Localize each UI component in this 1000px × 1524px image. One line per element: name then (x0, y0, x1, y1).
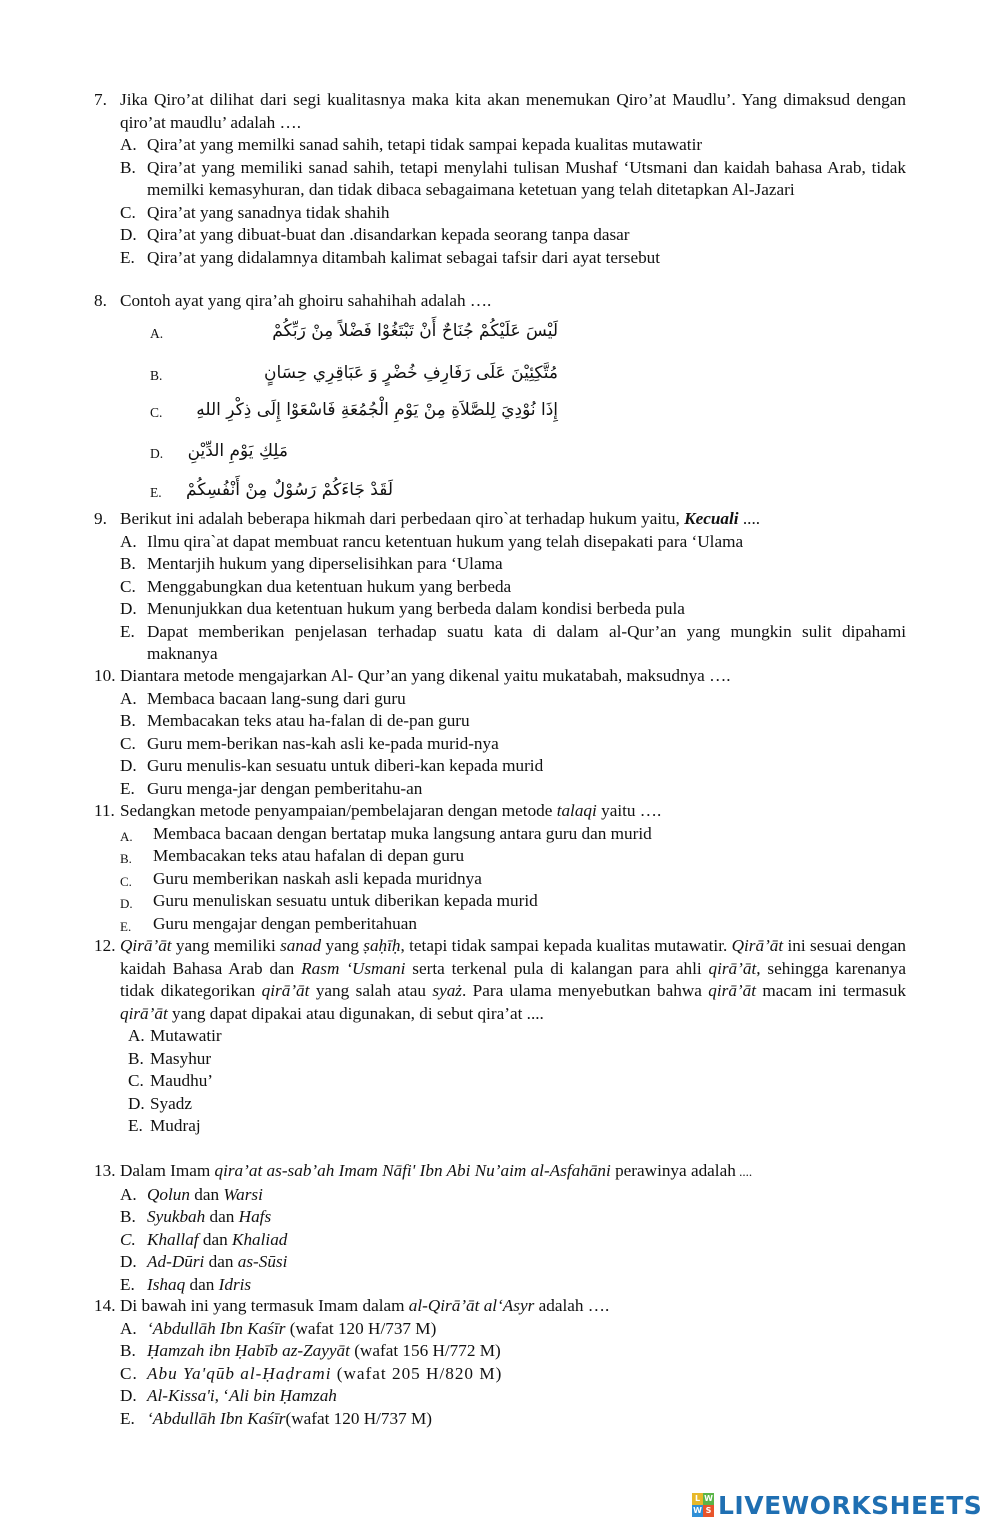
question-number: 11. (94, 801, 115, 820)
question-text (120, 800, 906, 823)
option-letter: B. (120, 1341, 136, 1360)
option-letter: E. (120, 918, 132, 934)
question-emphasis: talaqi (556, 801, 597, 820)
arabic-verse: لَقَدْ جَاءَكُمْ رَسُوْلٌ مِنْ أَنْفُسِكُمْ (186, 480, 393, 500)
option-letter: A. (150, 326, 164, 341)
option-letter: A. (120, 531, 137, 551)
option-c[interactable] (128, 1070, 906, 1093)
options-list (120, 531, 906, 666)
option-a[interactable] (120, 531, 906, 554)
option-text: Guru menulis-kan sesuatu untuk diberi-kan kepada murid (147, 756, 544, 775)
options-list (120, 134, 906, 269)
question-text-part: Sedangkan metode penyampaian/pembelajaran dengan metode (120, 801, 557, 820)
option-letter: C. (120, 1363, 138, 1383)
detail: (wafat 120 H/737 M) (285, 1318, 437, 1338)
arabic-verse: إِذَا نُوْدِيَ لِلصَّلاَةِ مِنْ يَوْمِ الْجُمُعَةِ فَاسْعَوْا إِلَى ذِكْرِ اللهِ (196, 400, 558, 420)
option-b[interactable] (120, 710, 906, 733)
option-letter: C. (150, 405, 163, 420)
question-text (120, 1160, 906, 1184)
option-e[interactable] (120, 1408, 906, 1431)
option-text: Guru mem-berikan nas-kah asli ke-pada murid-nya (147, 733, 499, 753)
question-text (120, 935, 906, 1025)
option-text: Membaca bacaan dengan bertatap muka langsung antara guru dan murid (153, 823, 652, 843)
option-text: Guru mengajar dengan pemberitahuan (153, 913, 417, 933)
option-b[interactable] (120, 845, 906, 868)
options-list (120, 1025, 906, 1138)
name: Khallaf (147, 1229, 199, 1249)
options-list (120, 1184, 906, 1297)
detail: (wafat 205 H/820 M) (331, 1363, 503, 1383)
option-letter: D. (128, 1093, 145, 1113)
logo-tile: L (692, 1493, 703, 1505)
option-letter: A. (120, 1318, 137, 1338)
option-text: Guru menga-jar dengan pemberitahu-an (147, 778, 423, 798)
question-number: 8. (94, 291, 107, 310)
text-part: serta terkenal pula di kalangan para ahli (405, 958, 709, 978)
question-number: 12. (94, 936, 116, 955)
detail: , ‘ (214, 1386, 229, 1405)
liveworksheets-logo[interactable] (692, 1490, 982, 1520)
text-part: , sehingga karenanya tidak dikategorikan (120, 958, 906, 1000)
option-c[interactable] (120, 576, 906, 599)
name: Ad-Dūri (147, 1252, 205, 1271)
question-text-part: .... (738, 509, 761, 528)
option-letter: E. (120, 1408, 135, 1428)
option-text: Qira’at yang memilki sanad sahih, tetapi tidak sampai kepada kualitas mutawatir (147, 135, 703, 154)
option-d[interactable] (128, 1093, 906, 1116)
text-part: yang dapat dipakai atau digunakan, di sebut qira’at .... (167, 1003, 544, 1023)
question-text (120, 508, 906, 531)
name: Warsi (223, 1184, 263, 1204)
term: qirā’āt (708, 981, 757, 1000)
option-c[interactable] (120, 868, 906, 891)
detail: (wafat 156 H/772 M) (349, 1341, 501, 1360)
option-letter: E. (128, 1116, 143, 1135)
name: Hafs (238, 1207, 272, 1226)
option-letter: C. (120, 576, 136, 596)
term: qirā’āt (120, 1003, 168, 1023)
option-b[interactable] (120, 1340, 906, 1363)
term: ṣaḥīḥ (363, 936, 401, 955)
option-a[interactable] (120, 1184, 906, 1207)
option-e[interactable] (120, 1274, 906, 1297)
option-d[interactable] (120, 755, 906, 778)
name: as-Sūsi (237, 1252, 288, 1271)
term: qirā’āt (708, 958, 757, 978)
option-text: Qira’at yang dibuat-buat dan .disandarkan kepada seorang tanpa dasar (147, 225, 630, 244)
detail: (wafat 120 H/737 M) (285, 1408, 433, 1428)
options-list (120, 688, 906, 801)
question-12 (94, 935, 906, 1138)
question-number: 13. (94, 1161, 116, 1180)
option-text: Membacakan teks atau ha-falan di de-pan guru (147, 711, 470, 730)
option-letter: C. (128, 1071, 144, 1090)
question-emphasis: Kecuali (684, 509, 739, 528)
option-a[interactable] (120, 823, 906, 846)
conjunction: dan (204, 1252, 238, 1271)
option-a[interactable] (128, 1025, 906, 1048)
option-text: Syadz (150, 1093, 193, 1113)
conjunction: dan (185, 1274, 219, 1294)
term: Qirā’āt (731, 936, 784, 955)
text-part: yang (321, 936, 364, 955)
option-letter: B. (120, 711, 136, 730)
option-text: Mutawatir (150, 1026, 222, 1045)
conjunction: dan (198, 1229, 232, 1249)
name: Khaliad (232, 1229, 288, 1249)
term: qirā’āt (261, 981, 310, 1000)
text-part: adalah …. (534, 1296, 610, 1315)
option-a[interactable] (120, 134, 906, 157)
question-14 (94, 1295, 906, 1430)
question-7 (94, 89, 906, 269)
name: ‘Abdullāh Ibn Kaśīr (147, 1408, 286, 1428)
option-a[interactable] (120, 688, 906, 711)
option-d[interactable] (120, 1251, 906, 1274)
option-letter: B. (120, 157, 136, 177)
option-letter: D. (120, 1386, 137, 1405)
term: Rasm ‘Usmani (301, 958, 406, 978)
option-letter: D. (120, 896, 133, 911)
name: Ishaq (147, 1274, 186, 1294)
option-e[interactable] (120, 778, 906, 801)
option-letter: C. (120, 202, 136, 222)
term: Qirā’āt (120, 936, 172, 955)
option-letter: B. (150, 368, 163, 383)
question-10 (94, 665, 906, 800)
option-letter: C. (120, 1229, 136, 1249)
option-text: Qira’at yang memiliki sanad sahih, tetapi menylahi tulisan Mushaf ‘Utsmani dan kaidah bahasa Arab, tidak memilki kemasyhuran, dan tidak dibaca sebagaimana ketetuan yang telah ditetapkan Al-Jazari (147, 157, 906, 199)
option-letter: D. (120, 1252, 137, 1271)
question-text-part: Berikut ini adalah beberapa hikmah dari perbedaan qiro`at terhadap hukum yaitu, (120, 509, 685, 528)
option-c[interactable] (120, 1363, 906, 1386)
arabic-verse: مَلِكِ يَوْمِ الدِّيْنِ (187, 441, 288, 461)
option-letter: E. (150, 485, 162, 500)
logo-tile: S (703, 1505, 714, 1517)
option-letter: E. (120, 621, 135, 641)
option-text: Qira’at yang sanadnya tidak shahih (147, 202, 390, 222)
option-letter: E. (120, 247, 135, 267)
option-text: Menunjukkan dua ketentuan hukum yang berbeda dalam kondisi berbeda pula (147, 599, 685, 618)
option-letter: C. (120, 873, 132, 889)
option-text: Guru menuliskan sesuatu untuk diberikan kepada murid (153, 891, 538, 910)
name: Qolun (147, 1184, 190, 1204)
name: Ali bin Ḥamzah (229, 1386, 337, 1405)
option-letter: B. (128, 1048, 144, 1068)
logo-tile: W (693, 1506, 702, 1515)
question-13 (94, 1160, 906, 1296)
name: Syukbah (147, 1207, 206, 1226)
option-e[interactable] (120, 247, 906, 270)
text-part: perawinya adalah (610, 1161, 736, 1180)
option-text: Mudraj (150, 1116, 201, 1135)
option-text: Membacakan teks atau hafalan di depan guru (153, 846, 465, 865)
option-d[interactable] (120, 1385, 906, 1408)
brand-logo-icon (692, 1493, 714, 1517)
option-letter: D. (120, 225, 137, 244)
option-d[interactable] (120, 598, 906, 621)
option-text: Mentarjih hukum yang diperselisihkan para ‘Ulama (147, 554, 503, 573)
option-b[interactable] (128, 1048, 906, 1071)
option-letter: C. (120, 733, 136, 753)
name: Idris (218, 1274, 252, 1294)
options-list (120, 1318, 906, 1431)
option-text: Menggabungkan dua ketentuan hukum yang berbeda (147, 576, 512, 596)
text-part: macam ini termasuk (756, 981, 906, 1000)
option-text: Maudhu’ (150, 1071, 214, 1090)
option-letter: D. (150, 446, 164, 461)
text-part: . Para ulama menyebutkan bahwa (461, 981, 709, 1000)
option-text: Dapat memberikan penjelasan terhadap suatu kata di dalam al-Qur’an yang mungkin sulit dipahami maknanya (147, 621, 906, 663)
option-letter: E. (120, 778, 135, 798)
question-text: Jika Qiro’at dilihat dari segi kualitasnya maka kita akan menemukan Qiro’at Maudlu’. Yang dimaksud dengan qiro’at maudlu’ adalah …. (120, 90, 906, 132)
option-d[interactable] (120, 224, 906, 247)
option-e[interactable] (128, 1115, 906, 1138)
text-part: ini sesuai dengan kaidah Bahasa Arab dan (120, 936, 906, 978)
text-part: yang memiliki (171, 936, 281, 955)
option-text: Ilmu qira`at dapat membuat rancu ketentuan hukum yang telah disepakati para ‘Ulama (147, 531, 744, 551)
option-text: Membaca bacaan lang-sung dari guru (147, 688, 406, 708)
question-9 (94, 508, 906, 666)
option-letter: B. (120, 554, 136, 573)
term: syaż (432, 981, 462, 1000)
option-letter: D. (120, 599, 137, 618)
option-letter: A. (120, 688, 137, 708)
option-letter: B. (120, 851, 132, 866)
option-d[interactable] (120, 890, 906, 913)
question-11 (94, 800, 906, 935)
term: sanad (280, 936, 322, 955)
conjunction: dan (205, 1207, 239, 1226)
name: Al-Kissa'i (147, 1386, 215, 1405)
logo-tile: W (704, 1494, 713, 1503)
question-text: Contoh ayat yang qira’ah ghoiru sahahihah adalah …. (120, 291, 492, 310)
option-letter: E. (120, 1274, 135, 1294)
option-text: Qira’at yang didalamnya ditambah kalimat sebagai tafsir dari ayat tersebut (147, 247, 661, 267)
option-c[interactable] (120, 202, 906, 225)
text-part: Dalam Imam (120, 1161, 215, 1180)
option-e[interactable] (120, 621, 906, 666)
option-b[interactable] (120, 157, 906, 202)
question-number: 9. (94, 509, 107, 528)
question-text-part: yaitu …. (596, 801, 662, 820)
text-part: Di bawah ini yang termasuk Imam dalam (120, 1296, 409, 1315)
option-letter: D. (120, 756, 137, 775)
text-part: , tetapi tidak sampai kepada kualitas mutawatir. (400, 936, 732, 955)
question-text: Diantara metode mengajarkan Al- Qur’an yang dikenal yaitu mukatabah, maksudnya …. (120, 666, 731, 685)
option-letter: A. (120, 1184, 137, 1204)
term: al-Qirā’āt al‘Asyr (408, 1296, 535, 1315)
option-letter: A. (128, 1026, 145, 1045)
text-part: yang salah atau (309, 981, 433, 1000)
brand-text: LIVEWORKSHEETS (718, 1490, 983, 1520)
option-letter: A. (120, 828, 133, 844)
question-number: 10. (94, 666, 116, 685)
arabic-verse: لَيْسَ عَلَيْكُمْ جُنَاحٌ أَنْ تَبْتَغُوْا فَضْلاً مِنْ رَبِّكُمْ (272, 321, 558, 341)
name: ‘Abdullāh Ibn Kaśīr (147, 1318, 286, 1338)
conjunction: dan (189, 1184, 224, 1204)
option-text: Masyhur (150, 1048, 212, 1068)
option-b[interactable] (120, 553, 906, 576)
option-c[interactable] (120, 1229, 906, 1252)
arabic-verse: مُتَّكِئِيْنَ عَلَى رَفَارِفِ خُضْرٍ وَ عَبَاقِرِي حِسَانٍ (264, 363, 558, 383)
question-8 (94, 290, 906, 313)
text-part: .... (735, 1164, 753, 1179)
term: qira’at as-sab’ah Imam Nāfi' Ibn Abi Nu’aim al-Asfahāni (214, 1161, 611, 1180)
question-number: 7. (94, 90, 107, 109)
question-number: 14. (94, 1296, 116, 1315)
name: Abu Ya'qūb al-Ḥaḍrami (147, 1363, 332, 1383)
option-e[interactable] (120, 913, 906, 936)
options-list (120, 823, 906, 936)
option-letter: A. (120, 135, 137, 154)
option-b[interactable] (120, 1206, 906, 1229)
option-c[interactable] (120, 733, 906, 756)
option-letter: B. (120, 1207, 136, 1226)
question-text (120, 1295, 906, 1318)
option-a[interactable] (120, 1318, 906, 1341)
name: Ḥamzah ibn Ḥabīb az-Zayyāt (147, 1341, 350, 1360)
option-text: Guru memberikan naskah asli kepada muridnya (153, 868, 482, 888)
